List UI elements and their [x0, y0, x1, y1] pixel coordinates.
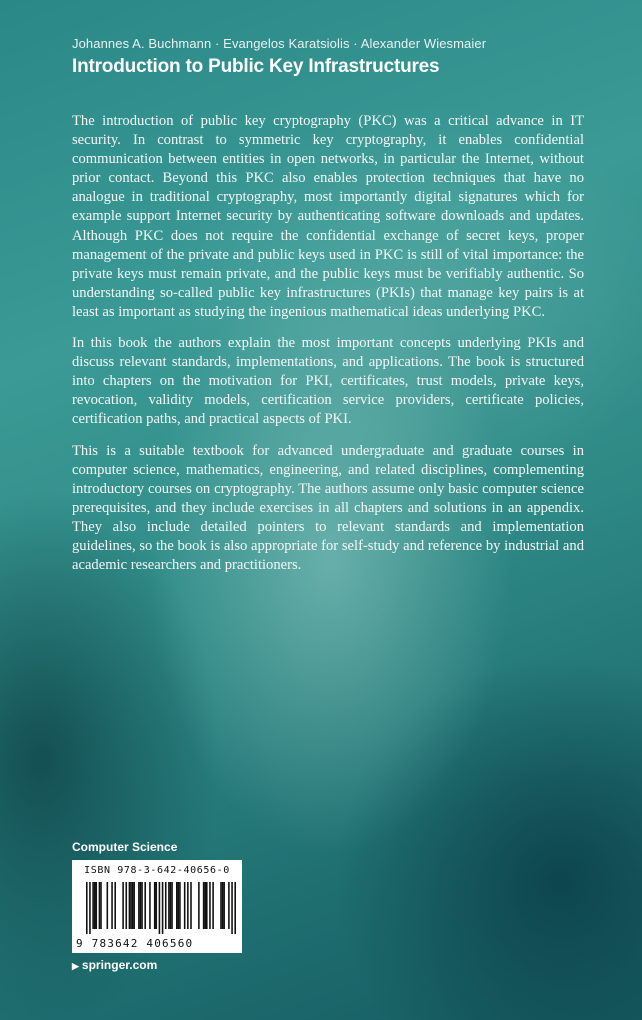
barcode-bar	[203, 882, 205, 929]
barcode-bar	[138, 882, 140, 929]
barcode-bar	[190, 882, 192, 929]
blurb-paragraph-2: In this book the authors explain the most important concepts underlying PKIs and discuss relevant standards, implementations, and applications. The book is structured into chapters on the motivation for PKI, certificates, trust models, private keys, revocation, validity models, certification service providers, certificate policies, certification paths, and practical aspects of PKI.	[72, 335, 584, 428]
barcode-bar	[129, 882, 131, 929]
authors-line: Johannes A. Buchmann · Evangelos Karatsiolis · Alexander Wiesmaier	[72, 36, 487, 51]
barcode-bar	[220, 882, 222, 929]
barcode-bar	[165, 882, 167, 929]
barcode-bar	[89, 882, 91, 934]
barcode-number: 9 783642 406560	[76, 937, 194, 950]
barcode-bar	[206, 882, 208, 929]
barcode-bar	[141, 882, 143, 929]
blurb-paragraph-3: This is a suitable textbook for advanced undergraduate and graduate courses in computer science, mathematics, engineering, and related disciplines, complementing introductory courses on cryptography. The authors assume only basic computer science prerequisites, and they include exercises in all chapters and solutions in an appendix. They also include detailed pointers to relevant standards and implementation guidelines, so the book is also appropriate for self-study and reference by industrial and academic researchers and practitioners.	[72, 442, 584, 574]
barcode-bar	[94, 882, 96, 929]
barcode-bar	[209, 882, 211, 929]
barcode-bar	[159, 882, 161, 934]
barcode-bar	[204, 882, 206, 929]
barcode-bar	[168, 882, 170, 929]
barcode-bar	[132, 882, 134, 929]
barcode-bar	[122, 882, 124, 929]
blurb-text	[72, 112, 584, 587]
publisher-label: springer.com	[81, 958, 158, 972]
barcode-bar	[155, 882, 157, 929]
barcode-bar	[198, 882, 200, 929]
barcode-bar	[170, 882, 172, 929]
barcode-bar	[133, 882, 135, 929]
barcode-bar	[234, 882, 236, 934]
barcode-bar	[149, 882, 151, 929]
barcode-bar	[140, 882, 142, 929]
barcode-bar	[228, 882, 230, 929]
barcode-bar	[178, 882, 180, 929]
barcode-bar	[222, 882, 224, 929]
barcode-bar	[179, 882, 181, 929]
book-title: Introduction to Public Key Infrastructures	[72, 56, 440, 77]
barcode-bar	[107, 882, 109, 929]
barcode-bar	[154, 882, 156, 929]
barcode-bar	[187, 882, 189, 929]
isbn-barcode	[72, 860, 242, 953]
barcode-bar	[184, 882, 186, 929]
blurb-paragraph-1: The introduction of public key cryptography (PKC) was a critical advance in IT security. In contrast to symmetric key cryptography, it enables confidential communication between entities in open networks, in particular the Internet, without prior contact. Beyond this PKC also enables protection techniques that have no analogue in traditional cryptography, most importantly digital signatures which for example support Internet security by authenticating software downloads and updates. Although PKC does not require the confidential exchange of secret keys, proper management of the private and public keys used in PKC is still of vital importance: the private keys must remain private, and the public keys must be verifiably authentic. So understanding so-called public key infrastructures (PKIs) that manage key pairs is at least as important as studying the ingenious mathematical ideas underlying PKC.	[72, 113, 584, 320]
barcode-bar	[111, 882, 113, 929]
barcode-bar	[162, 882, 164, 934]
barcode-bar	[99, 882, 101, 929]
barcode-bar	[100, 882, 102, 929]
subject-category: Computer Science	[72, 840, 178, 854]
barcode-bar	[114, 882, 116, 929]
publisher-link[interactable]	[72, 958, 157, 972]
barcode-bar	[212, 882, 214, 929]
barcode-bar	[125, 882, 127, 929]
barcode-bar	[86, 882, 88, 934]
barcode-bar	[171, 882, 173, 929]
barcode-bar	[231, 882, 233, 934]
barcode-bar	[176, 882, 178, 929]
arrow-icon: ▶	[72, 961, 79, 971]
barcode-bars	[86, 882, 236, 934]
barcode-bar	[130, 882, 132, 929]
barcode-bar	[223, 882, 225, 929]
barcode-bar	[95, 882, 97, 929]
isbn-label: ISBN 978-3-642-40656-0	[84, 865, 230, 876]
barcode-bar	[144, 882, 146, 929]
barcode-bar	[92, 882, 94, 929]
